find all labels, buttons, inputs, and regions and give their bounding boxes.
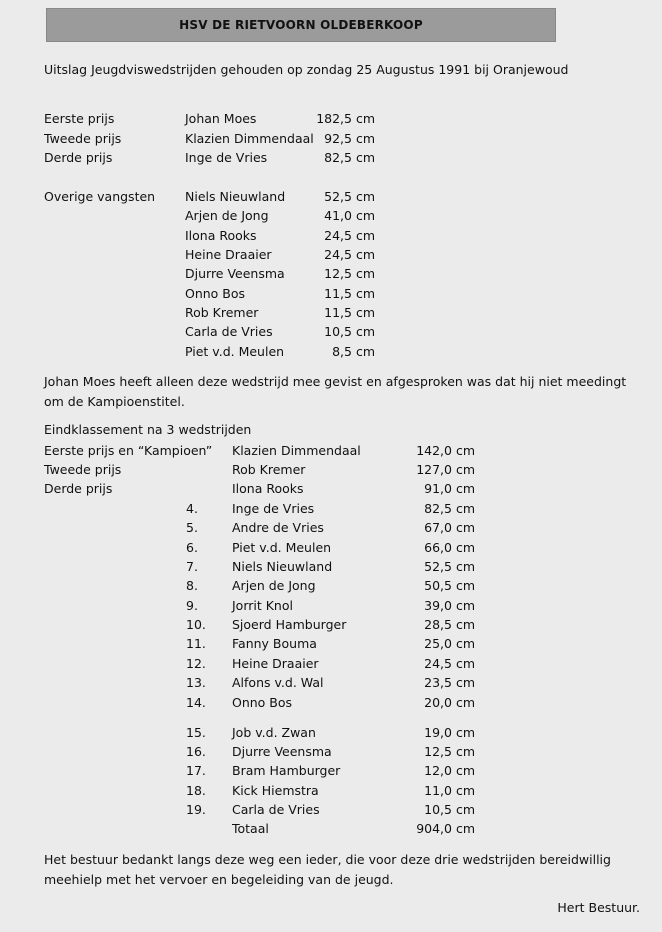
standing-name: Andre de Vries xyxy=(232,520,324,535)
standing-rank: 17. xyxy=(186,763,206,778)
prize-label: Tweede prijs xyxy=(44,131,122,146)
catch-length: 41,0 cm xyxy=(324,208,375,223)
prize-length: 182,5 cm xyxy=(316,111,375,126)
standing-rank: 14. xyxy=(186,695,206,710)
standing-length: 19,0 cm xyxy=(424,725,475,740)
standing-rank: 9. xyxy=(186,598,198,613)
standing-name: Niels Nieuwland xyxy=(232,559,333,574)
catch-length: 52,5 cm xyxy=(324,189,375,204)
standing-name: Jorrit Knol xyxy=(232,598,293,613)
standing-length: 20,0 cm xyxy=(424,695,475,710)
catch-name: Arjen de Jong xyxy=(185,208,269,223)
header-title: HSV DE RIETVOORN OLDEBERKOOP xyxy=(46,8,556,42)
catch-length: 24,5 cm xyxy=(324,228,375,243)
prize-label: Derde prijs xyxy=(44,150,113,165)
standing-name: Arjen de Jong xyxy=(232,578,316,593)
catch-length: 10,5 cm xyxy=(324,324,375,339)
standing-rank: 8. xyxy=(186,578,198,593)
standing-length: 142,0 cm xyxy=(416,443,475,458)
catch-length: 11,5 cm xyxy=(324,305,375,320)
standing-rank: 4. xyxy=(186,501,198,516)
standing-length: 24,5 cm xyxy=(424,656,475,671)
standing-name: Job v.d. Zwan xyxy=(232,725,316,740)
standings-title: Eindklassement na 3 wedstrijden xyxy=(44,422,252,437)
standing-name: Piet v.d. Meulen xyxy=(232,540,332,555)
standing-length: 52,5 cm xyxy=(424,559,475,574)
standing-name: Kick Hiemstra xyxy=(232,783,319,798)
standing-rank: 16. xyxy=(186,744,206,759)
standing-length: 82,5 cm xyxy=(424,501,475,516)
standing-name: Bram Hamburger xyxy=(232,763,341,778)
catch-name: Rob Kremer xyxy=(185,305,259,320)
standing-length: 39,0 cm xyxy=(424,598,475,613)
standing-rank: 12. xyxy=(186,656,206,671)
standing-name: Djurre Veensma xyxy=(232,744,332,759)
total-label: Totaal xyxy=(232,821,269,836)
standing-length: 11,0 cm xyxy=(424,783,475,798)
standing-name: Ilona Rooks xyxy=(232,481,304,496)
standing-rank: 5. xyxy=(186,520,198,535)
intro-text: Uitslag Jeugdviswedstrijden gehouden op zondag 25 Augustus 1991 bij Oranjewoud xyxy=(44,62,569,77)
catch-name: Piet v.d. Meulen xyxy=(185,344,285,359)
standing-rank: 18. xyxy=(186,783,206,798)
standing-name: Klazien Dimmendaal xyxy=(232,443,361,458)
standing-rank: 7. xyxy=(186,559,198,574)
catch-name: Heine Draaier xyxy=(185,247,272,262)
prize-length: 82,5 cm xyxy=(324,150,375,165)
catch-name: Ilona Rooks xyxy=(185,228,257,243)
standing-length: 12,0 cm xyxy=(424,763,475,778)
catch-name: Niels Nieuwland xyxy=(185,189,286,204)
prize-name: Inge de Vries xyxy=(185,150,268,165)
catch-length: 24,5 cm xyxy=(324,247,375,262)
standing-name: Inge de Vries xyxy=(232,501,315,516)
standing-name: Carla de Vries xyxy=(232,802,320,817)
standing-name: Onno Bos xyxy=(232,695,293,710)
standing-length: 50,5 cm xyxy=(424,578,475,593)
standing-length: 12,5 cm xyxy=(424,744,475,759)
standing-rank: 13. xyxy=(186,675,206,690)
standing-rank: 15. xyxy=(186,725,206,740)
note-paragraph: Johan Moes heeft alleen deze wedstrijd mee gevist en afgesproken was dat hij niet meedingt om de Kampioenstitel. xyxy=(44,374,627,409)
standing-length: 67,0 cm xyxy=(424,520,475,535)
total-value: 904,0 cm xyxy=(416,821,475,836)
closing-paragraph: Het bestuur bedankt langs deze weg een ieder, die voor deze drie wedstrijden bereidwillig meehielp met het vervoer en begeleiding van de jeugd. xyxy=(44,852,611,887)
standing-rank: 19. xyxy=(186,802,206,817)
standing-length: 66,0 cm xyxy=(424,540,475,555)
standing-label: Derde prijs xyxy=(44,481,113,496)
signature: Hert Bestuur. xyxy=(557,900,640,915)
standing-length: 28,5 cm xyxy=(424,617,475,632)
catch-length: 8,5 cm xyxy=(332,344,375,359)
standing-length: 91,0 cm xyxy=(424,481,475,496)
prize-label: Eerste prijs xyxy=(44,111,115,126)
prize-name: Klazien Dimmendaal xyxy=(185,131,314,146)
catch-length: 11,5 cm xyxy=(324,286,375,301)
standing-name: Sjoerd Hamburger xyxy=(232,617,347,632)
standing-rank: 10. xyxy=(186,617,206,632)
catch-name: Djurre Veensma xyxy=(185,266,285,281)
prize-name: Johan Moes xyxy=(185,111,257,126)
standing-length: 25,0 cm xyxy=(424,636,475,651)
standing-name: Fanny Bouma xyxy=(232,636,317,651)
standing-name: Heine Draaier xyxy=(232,656,319,671)
standing-length: 23,5 cm xyxy=(424,675,475,690)
catch-length: 12,5 cm xyxy=(324,266,375,281)
standing-length: 10,5 cm xyxy=(424,802,475,817)
prize-length: 92,5 cm xyxy=(324,131,375,146)
catch-name: Onno Bos xyxy=(185,286,246,301)
standing-label: Eerste prijs en “Kampioen” xyxy=(44,443,213,458)
standing-label: Tweede prijs xyxy=(44,462,122,477)
standing-name: Rob Kremer xyxy=(232,462,306,477)
standing-name: Alfons v.d. Wal xyxy=(232,675,324,690)
other-catches-label: Overige vangsten xyxy=(44,189,156,204)
standing-rank: 6. xyxy=(186,540,198,555)
standing-rank: 11. xyxy=(186,636,206,651)
standing-length: 127,0 cm xyxy=(416,462,475,477)
catch-name: Carla de Vries xyxy=(185,324,273,339)
